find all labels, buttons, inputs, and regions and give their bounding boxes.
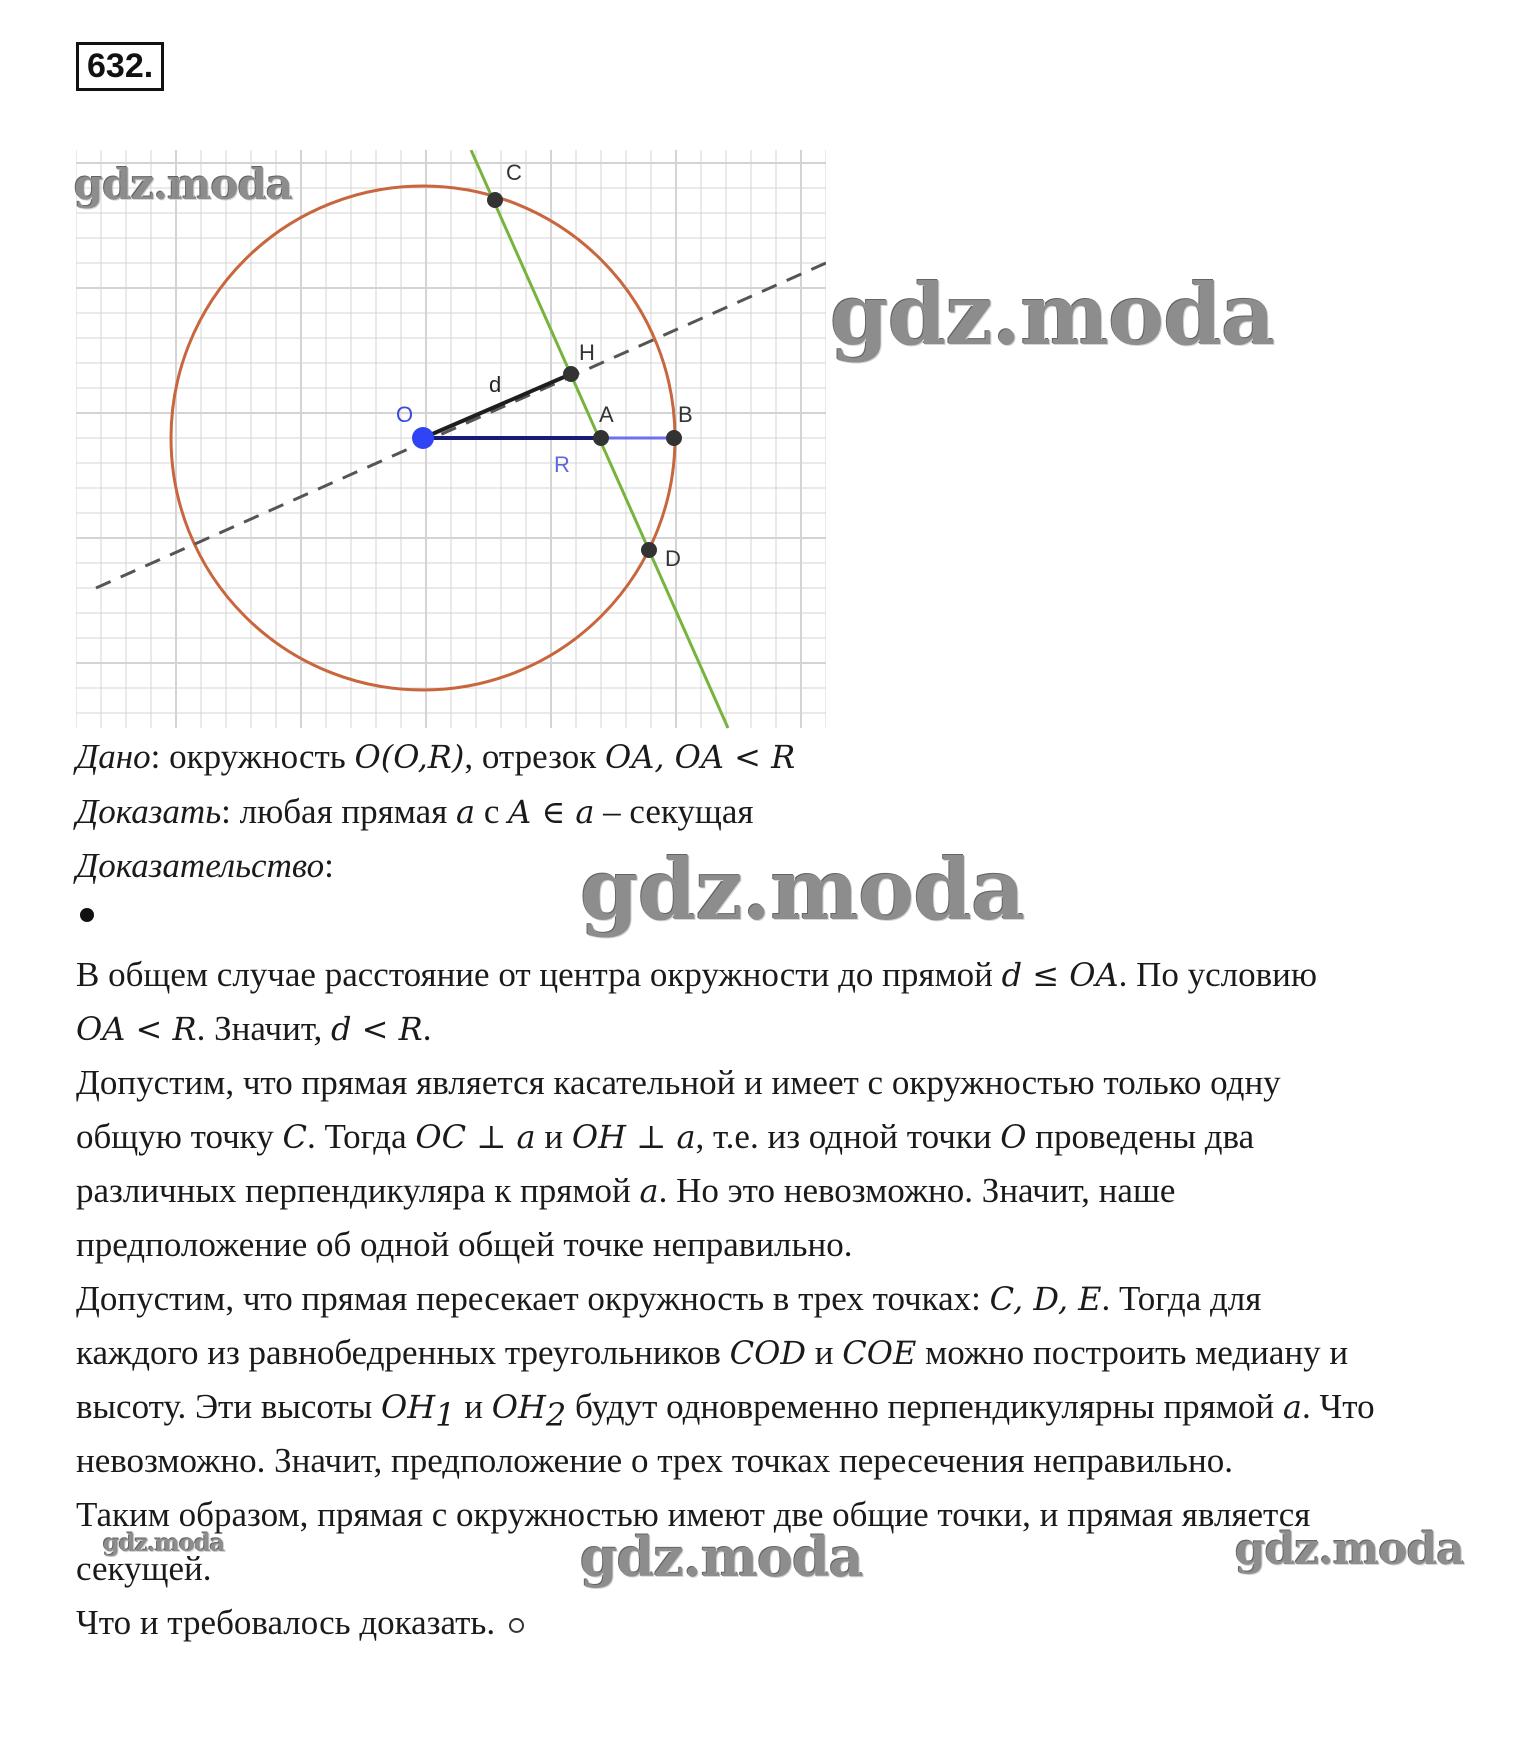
point-a bbox=[593, 430, 609, 446]
watermark: gdz.moda bbox=[103, 1528, 225, 1557]
problem-number: 632. bbox=[76, 42, 164, 91]
given-line: Дано: окружность O(O,R), отрезок OA, OA < R bbox=[76, 737, 796, 776]
prove-label: Доказать bbox=[76, 792, 222, 831]
proof-heading: Доказательство: bbox=[76, 846, 334, 885]
proof-line: секущей. bbox=[76, 1549, 212, 1588]
label-a: A bbox=[599, 402, 614, 427]
label-d: D bbox=[665, 546, 681, 571]
proof-line: высоту. Эти высоты $OH_1$ и $OH_2$ будут одновременно перпендикулярны прямой a. Что bbox=[76, 1387, 1375, 1434]
label-d-segment: d bbox=[489, 372, 502, 397]
point-b bbox=[666, 430, 682, 446]
prove-line: Доказать: любая прямая a с A ∈ a – секущая bbox=[76, 792, 754, 831]
conclusion-line: Что и требовалось доказать. bbox=[76, 1596, 524, 1650]
watermark: gdz.moda bbox=[1235, 1524, 1465, 1575]
proof-line: Таким образом, прямая с окружностью имеют две общие точки, и прямая является bbox=[76, 1495, 1311, 1534]
point-h bbox=[563, 366, 579, 382]
label-b: B bbox=[678, 402, 693, 427]
proof-line: различных перпендикуляра к прямой a. Но это невозможно. Значит, наше bbox=[76, 1171, 1176, 1210]
proof-line: Допустим, что прямая является касательной и имеет с окружностью только одну bbox=[76, 1063, 1281, 1102]
watermark: gdz.moda bbox=[580, 840, 1025, 939]
point-o-center bbox=[412, 427, 434, 449]
proof-line: предположение об одной общей точке неправильно. bbox=[76, 1225, 853, 1264]
label-r-segment: R bbox=[554, 452, 570, 477]
qed-symbol bbox=[509, 1618, 524, 1633]
point-c bbox=[487, 192, 503, 208]
watermark: gdz.moda bbox=[830, 265, 1275, 364]
proof-line: Допустим, что прямая пересекает окружность в трех точках: C, D, E. Тогда для bbox=[76, 1279, 1262, 1318]
geometry-figure bbox=[76, 150, 826, 730]
point-d bbox=[641, 542, 657, 558]
label-c: C bbox=[506, 160, 522, 185]
watermark: gdz.moda bbox=[580, 1525, 863, 1589]
label-o: O bbox=[396, 402, 414, 427]
proof-line: общую точку C. Тогда OC ⊥ a и OH ⊥ a, т.е. из одной точки O проведены два bbox=[76, 1117, 1255, 1156]
proof-line: невозможно. Значит, предположение о трех точках пересечения неправильно. bbox=[76, 1441, 1233, 1480]
proof-line: OA < R. Значит, d < R. bbox=[76, 1009, 432, 1048]
proof-line: каждого из равнобедренных треугольников COD и COE можно построить медиану и bbox=[76, 1333, 1349, 1372]
watermark: gdz.moda bbox=[74, 160, 293, 209]
given-label: Дано bbox=[76, 737, 151, 776]
proof-line: В общем случае расстояние от центра окружности до прямой d ≤ OA. По условию bbox=[76, 955, 1318, 994]
label-h: H bbox=[579, 340, 595, 365]
bullet bbox=[80, 908, 94, 922]
